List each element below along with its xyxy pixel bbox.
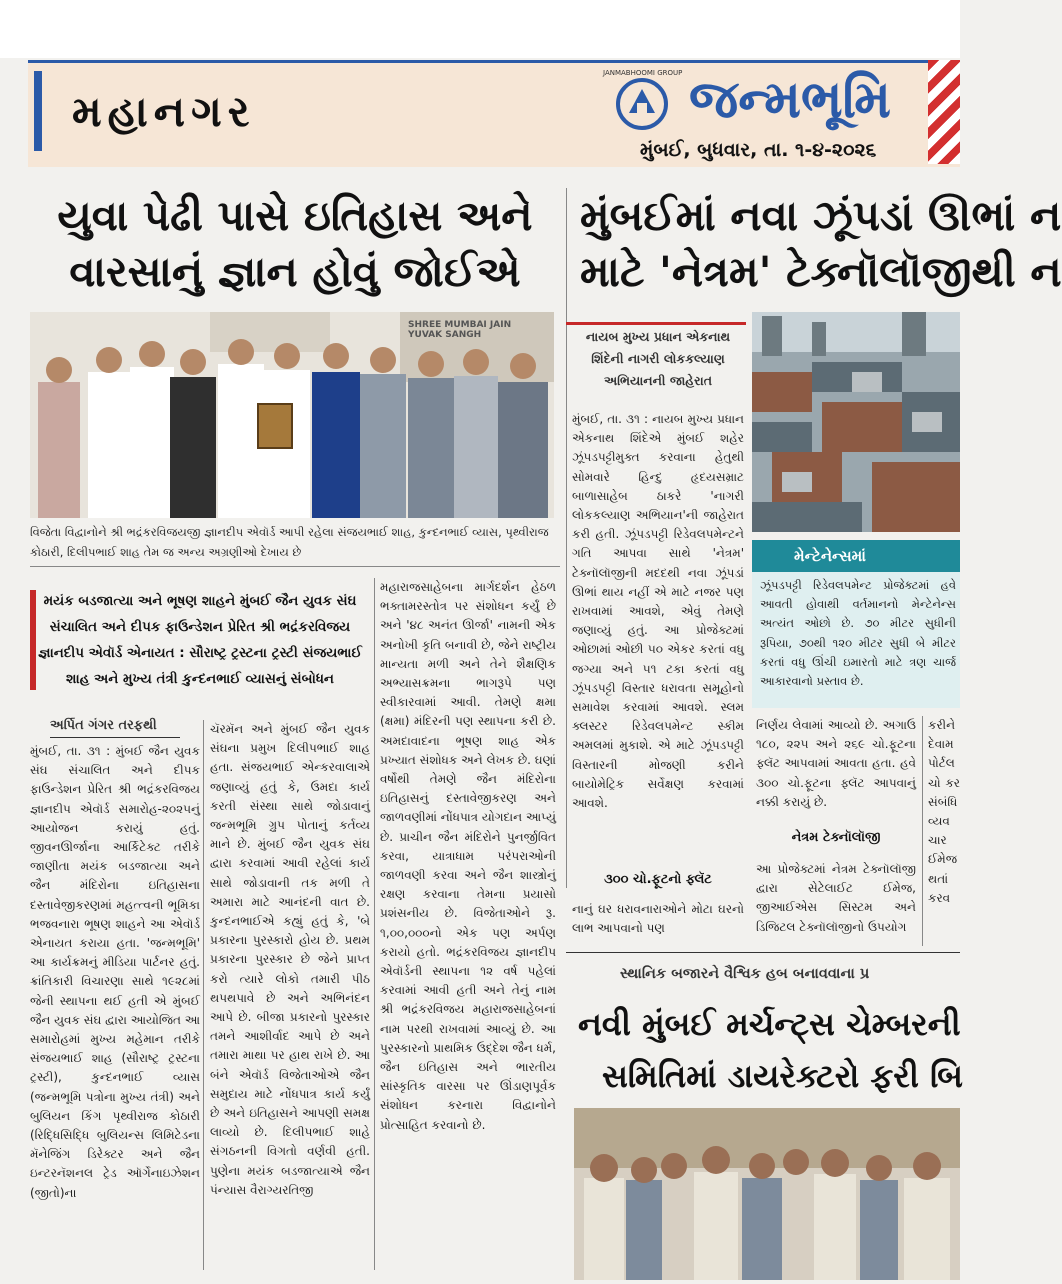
byline-underline — [50, 737, 180, 738]
top-margin — [0, 0, 960, 58]
left-headline-line2: વારસાનું જ્ઞાન હોવું જોઈએ — [69, 247, 521, 296]
award-ceremony-photo — [30, 312, 554, 518]
group-tag: JANMABHOOMI GROUP — [603, 69, 683, 77]
award-photo-illustration — [30, 312, 554, 518]
maintenance-box-title: મેન્ટેનેન્સમાં — [752, 540, 960, 572]
photo-caption: વિજેતા વિદ્વાનોને શ્રી ભદ્રંકરવિજયજી જ્ઞાનદીપ એવૉર્ડ આપી રહેલા સંજયભાઈ શાહ, કુન્દનભાઈ વ્યાસ, પૃથ્વીરાજ કોઠારી, દિલીપભાઈ શાહ તેમ જ અન્ય અગ્રણીઓ દેખાય છે — [30, 525, 549, 559]
left-headline-line1: યુવા પેઢી પાસે ઇતિહાસ અને — [57, 191, 533, 240]
merchants-photo-illustration — [574, 1108, 960, 1280]
right-column-b-cont: આ પ્રોજેક્ટમાં નેત્રમ ટેક્નૉલૉજી દ્વારા સેટેલાઈટ ઈમેજ, જીઆઈએસ સિસ્ટમ અને ડિજિટલ ટેક્નૉલૉજીનો ઉપયોગ — [756, 862, 916, 934]
right-headline-line1: મુંબઈમાં નવા ઝૂંપડાં ઊભાં ન — [580, 191, 1062, 240]
kicker-accent-bar — [566, 322, 746, 325]
subhead-300-sqft: ૩૦૦ ચો.ફૂટનો ફ્લૅટ — [604, 872, 712, 887]
left-headline — [30, 188, 560, 300]
slum-aerial-photo — [752, 312, 960, 532]
column-divider — [922, 716, 923, 946]
right-headline — [580, 188, 1062, 300]
left-column-1: મુંબઈ, તા. ૩૧ : મુંબઈ જૈન યુવક સંઘ સંચાલિત અને દીપક ફાઉન્ડેશન પ્રેરિત શ્રી ભદ્રંકરવિજય જ્ઞાનદીપ એવૉર્ડ સમારોહ-૨૦૨૫નું આયોજન કરાયું હતું. જીવનઊર્જાના આર્કિટેક્ટ તરીકે જાણીતા મયંક બડજાત્યા અને જૈન મંદિરોના ઇતિહાસના દસ્તાવેજીકરણમાં મહત્ત્વની ભૂમિકા ભજવનારા ભૂષણ શાહને આ એવૉર્ડ એનાયત કરાયા હતા. 'જન્મભૂમિ' આ કાર્યક્રમનું મીડિયા પાર્ટનર હતું. ક્રાંતિકારી વિચારણા સાથે ૧૯૨૮માં જેની સ્થાપના થઈ હતી એ મુંબઈ જૈન યુવક સંઘ દ્વારા આયોજિત આ સમારોહમાં મુખ્ય મહેમાન તરીકે સંજયભાઈ શાહ (સૌરાષ્ટ્ર ટ્રસ્ટના ટ્રસ્ટી), કુન્દનભાઈ વ્યાસ (જન્મભૂમિ પત્રોના મુખ્ય તંત્રી) અને બુલિયન કિંગ પૃથ્વીરાજ કોઠારી (રિદ્ધિસિદ્ધિ બુલિયન્સ લિમિટેડના મૅનેજિંગ ડિરેક્ટર અને જૈન ઇન્ટરનૅશનલ ટ્રેડ ઑર્ગેનાઇઝેશન (જીતો)ના — [30, 744, 200, 1200]
right-column-a-cont: નાનું ઘર ધરાવનારાઓને મોટા ઘરનો લાભ આપવાનો પણ — [572, 902, 744, 936]
dateline: મુંબઈ, બુધવાર, તા. ૧-૪-૨૦૨૬ — [640, 139, 877, 161]
masthead — [28, 60, 960, 167]
byline: અર્પિત ગંગર તરફથી — [50, 718, 157, 733]
right-column-a: મુંબઈ, તા. ૩૧ : નાયબ મુખ્ય પ્રધાન એકનાથ શિંદેએ મુંબઈ શહેર ઝૂંપડપટ્ટીમુક્ત કરવાના હેતુથી સોમવારે હિન્દુ હૃદયસમ્રાટ બાળાસાહેબ ઠાકરે 'નાગરી લોકકલ્યાણ અભિયાન'ની જાહેરાત કરી હતી. ઝૂંપડપટ્ટી રિડેવલપમેન્ટને ગતિ આપવા સાથે 'નેત્રમ' ટેક્નૉલૉજીની મદદથી નવા ઝૂંપડાં ઊભાં થાય નહીં એ માટે નજર પણ રાખવામાં આવશે, એવું તેમણે જણાવ્યું હતું. આ પ્રોજેક્ટમાં ઓછામાં ઓછી ૫૦ એકર કરતાં વધુ જગ્યા અને ૫૧ ટકા કરતાં વધુ ઝૂંપડપટ્ટી વિસ્તાર ધરાવતા સમૂહોનો સમાવેશ કરવામાં આવશે. સ્લમ ક્લસ્ટર રિડેવલપમેન્ટ સ્કીમ અમલમાં મુકાશે. એ માટે ઝૂંપડપટ્ટી વિસ્તારની મોજણી કરીને બાયોમેટ્રિક સર્વેક્ષણ કરવામાં આવશે. — [572, 412, 744, 811]
section-accent-bar — [34, 71, 42, 151]
column-divider — [566, 188, 567, 888]
right-column-c: કરીને દેવામ પોર્ટલ ચો કર સંબંધિ વ્યવ ચાર ઈમેજ થતાં કરવ — [928, 718, 960, 905]
subhead-accent-bar — [30, 590, 36, 690]
bottom-headline-line1: નવી મુંબઈ મર્ચન્ટ્સ ચેમ્બરની — [578, 1005, 961, 1043]
logo-wordmark: જન્મભૂમિ — [689, 69, 892, 130]
caption-rule — [30, 566, 560, 567]
merchants-chamber-photo — [574, 1108, 960, 1280]
photo-backdrop-banner: SHREE MUMBAI JAIN YUVAK SANGH — [408, 320, 512, 340]
bottom-story-kicker: સ્થાનિક બજારને વૈશ્વિક હબ બનાવવાના પ્ર — [620, 966, 870, 982]
left-column-2: ચૅરમૅન અને મુંબઈ જૈન યુવક સંઘના પ્રમુખ દિલીપભાઈ શાહ હતા. સંજયભાઈ એન્કરવાલાએ જણાવ્યું હતું કે, ઉમદા કાર્ય કરતી સંસ્થા સાથે જોડાવાનું જન્મભૂમિ ગ્રુપ પોતાનું કર્તવ્ય માને છે. મુંબઈ જૈન યુવક સંઘ દ્વારા કરવામાં આવી રહેલાં કાર્ય સાથે જોડાવાની તક મળી તે અમારા માટે આનંદની વાત છે. કુન્દનભાઈએ કહ્યું હતું કે, 'બે પ્રકારના પુરસ્કારો હોય છે. પ્રથમ પ્રકારના પુરસ્કાર છે જેને પ્રાપ્ત કરો ત્યારે લોકો તમારી પીઠ થપથપાવે છે અને અભિનંદન આપે છે. બીજા પ્રકારનો પુરસ્કાર તમને આશીર્વાદ આપે છે અને તમારા માથા પર હાથ રાખે છે. આ બંને એવૉર્ડ વિજેતાઓએ જૈન સમુદાય માટે નોંધપાત્ર કાર્ય કર્યું છે અને ઇતિહાસને આપણી સમક્ષ લાવ્યો છે. દિલીપભાઈ શાહે સંગઠનની વિગતો વર્ણવી હતી. પુણેના મયંક બડજાત્યાએ જૈન પંન્યાસ વૈરાગ્યરતિજી — [210, 722, 370, 1197]
bottom-headline-line2: સમિતિમાં ડાયરેક્ટરો ફરી બિ — [602, 1057, 964, 1095]
bottom-story-rule — [566, 952, 960, 953]
slum-photo-illustration — [752, 312, 960, 532]
column-divider — [374, 578, 375, 1270]
right-story-kicker: નાયબ મુખ્ય પ્રધાન એકનાથ શિંદેની નાગરી લોકકલ્યાણ અભિયાનની જાહેરાત — [585, 329, 731, 388]
left-subheadline: મયંક બડજાત્યા અને ભૂષણ શાહને મુંબઈ જૈન યુવક સંઘ સંચાલિત અને દીપક ફાઉન્ડેશન પ્રેરિત શ્રી ભદ્રંકરવિજય જ્ઞાનદીપ એવૉર્ડ એનાયત : સૌરાષ્ટ્ર ટ્રસ્ટના ટ્રસ્ટી સંજયભાઈ શાહ અને મુખ્ય તંત્રી કુન્દનભાઈ વ્યાસનું સંબોધન — [38, 593, 362, 687]
bottom-headline — [578, 998, 964, 1102]
maintenance-box-body: ઝૂંપડપટ્ટી રિડેવલપમેન્ટ પ્રોજેક્ટમાં હવે આવતી હોવાથી વર્તમાનનો મેન્ટેનેન્સ અત્યંત ઓછો છે. ૭૦ મીટર સુધીની રૂપિયા, ૭૦થી ૧૨૦ મીટર સુધી બે મીટર કરતાં વધુ ઊંચી ઇમારતો માટે ત્રણ ચાર્જ આકારવાનો પ્રસ્તાવ છે. — [760, 578, 956, 689]
subhead-netram-technology: નેત્રમ ટેક્નૉલૉજી — [791, 830, 881, 845]
section-label: મહાનગર — [72, 87, 256, 136]
right-column-b: નિર્ણય લેવામાં આવ્યો છે. અગાઉ ૧૮૦, ૨૨૫ અને ૨૬૯ ચો.ફૂટના ફ્લૅટ આપવામાં આવતા હતા. હવે ૩૦૦ ચો.ફૂટના ફ્લૅટ આપવાનું નક્કી કરાયું છે. — [756, 718, 916, 809]
decorative-stripe — [928, 60, 960, 164]
logo-emblem-icon — [615, 77, 669, 131]
column-divider — [203, 720, 204, 1270]
right-headline-line2: માટે 'નેત્રમ' ટેક્નૉલૉજીથી ન — [580, 247, 1062, 296]
left-column-3: મહારાજસાહેબના માર્ગદર્શન હેઠળ ભક્તામરસ્તોત્ર પર સંશોધન કર્યું છે અને '૪૮ અનંત ઊર્જા' નામની એક અનોખી કૃતિ બનાવી છે, જેને રાષ્ટ્રીય માન્યતા મળી અને તેને શૈક્ષણિક અભ્યાસક્રમના ભાગરૂપે પણ સ્વીકારવામાં આવી. તેમણે ક્ષમા (ક્ષમા) મંદિરની પણ સ્થાપના કરી છે. અમદાવાદના ભૂષણ શાહ એક પ્રખ્યાત સંશોધક અને લેખક છે. ઘણાં વર્ષોથી તેમણે જૈન મંદિરોના ઇતિહાસનું દસ્તાવેજીકરણ અને જાળવણીમાં નોંધપાત્ર યોગદાન આપ્યું છે. પ્રાચીન જૈન મંદિરોને પુનર્જીવિત કરવા, યાત્રાધામ પરંપરાઓની જાળવણી કરવા અને જૈન શાસ્ત્રોનું રક્ષણ કરવાના તેમના પ્રયાસો પ્રશંસનીય છે. વિજેતાઓને રૂ. ૧,૦૦,૦૦૦નો એક પણ અર્પણ કરાયો હતો. ભદ્રંકરવિજય જ્ઞાનદીપ એવૉર્ડની સ્થાપના ૧૨ વર્ષ પહેલાં કરવામાં આવી હતી અને તેનું નામ શ્રી ભદ્રંકરવિજય મહારાજસાહેબનાં નામ પરથી રાખવામાં આવ્યું છે. આ પુરસ્કારનો પ્રાથમિક ઉદ્દેશ જૈન ધર્મ, જૈન ઇતિહાસ અને ભારતીય સાંસ્કૃતિક વારસા પર ઊંડાણપૂર્વક સંશોધન કરનારા વિદ્વાનોને પ્રોત્સાહિત કરવાનો છે. — [380, 580, 556, 1132]
newspaper-logo — [593, 69, 933, 139]
